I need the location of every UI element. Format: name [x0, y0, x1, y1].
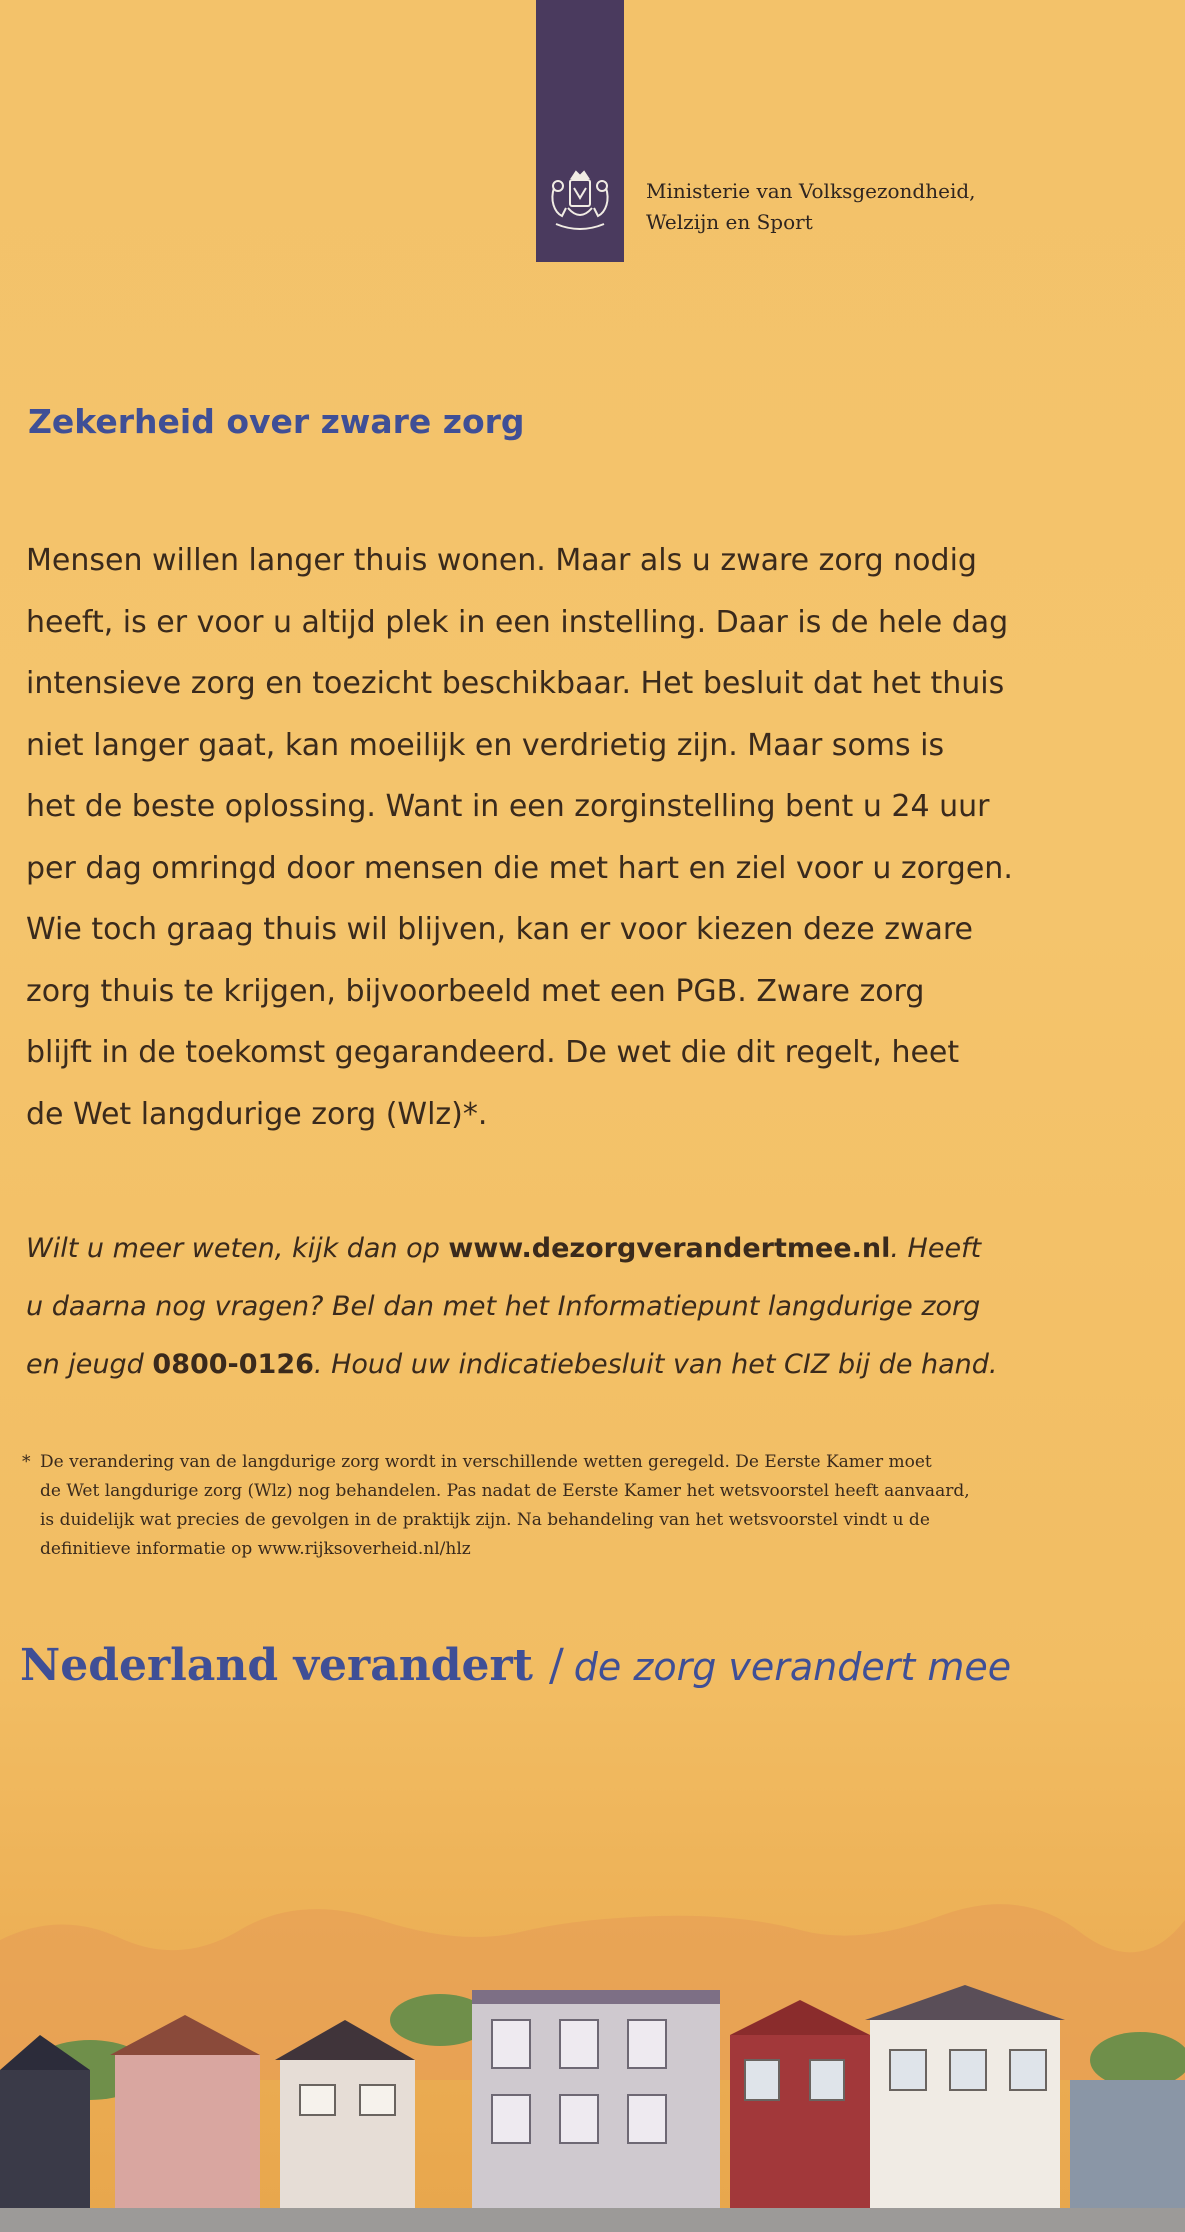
info-text: . Houd uw indicatiebesluit van het CIZ bij de hand.	[313, 1349, 998, 1380]
body-line: de Wet langdurige zorg (Wlz)*.	[26, 1096, 488, 1132]
footnote-line: is duidelijk wat precies de gevolgen in de praktijk zijn. Na behandeling van het wetsvoorstel vindt u de	[40, 1510, 930, 1530]
body-line: het de beste oplossing. Want in een zorginstelling bent u 24 uur	[26, 789, 990, 824]
ministry-line-2: Welzijn en Sport	[646, 210, 813, 234]
footnote	[22, 1448, 1122, 1564]
website-link[interactable]: www.dezorgverandertmee.nl	[448, 1233, 891, 1264]
body-line: Mensen willen langer thuis wonen. Maar als u zware zorg nodig	[26, 543, 977, 578]
row-of-houses-icon	[0, 1820, 1185, 2232]
info-text: Wilt u meer weten, kijk dan op	[26, 1233, 449, 1264]
slogan-sub: de zorg verandert mee	[573, 1645, 1012, 1689]
info-text: . Heeft	[890, 1233, 982, 1264]
phone-number[interactable]: 0800-0126	[152, 1349, 314, 1380]
body-line: Wie toch graag thuis wil blijven, kan er voor kiezen deze zware	[26, 912, 973, 947]
body-line: per dag omringd door mensen die met hart en ziel voor u zorgen.	[26, 850, 1013, 886]
footnote-line: definitieve informatie op www.rijksoverheid.nl/hlz	[40, 1539, 471, 1559]
campaign-slogan	[20, 1640, 1011, 1691]
body-line: heeft, is er voor u altijd plek in een instelling. Daar is de hele dag	[26, 604, 1009, 640]
slogan-separator: /	[548, 1640, 564, 1691]
article-heading: Zekerheid over zware zorg	[28, 402, 525, 441]
body-line: zorg thuis te krijgen, bijvoorbeeld met een PGB. Zware zorg	[26, 973, 925, 1009]
footnote-line: De verandering van de langdurige zorg wordt in verschillende wetten geregeld. De Eerste Kamer moet	[40, 1452, 932, 1472]
body-line: niet langer gaat, kan moeilijk en verdrietig zijn. Maar soms is	[26, 727, 945, 763]
body-line: blijft in de toekomst gegarandeerd. De wet die dit regelt, heet	[26, 1035, 960, 1070]
info-line-3	[26, 1336, 1166, 1394]
ministry-name	[646, 176, 976, 238]
coat-of-arms-icon	[546, 168, 614, 240]
footnote-line: de Wet langdurige zorg (Wlz) nog behandelen. Pas nadat de Eerste Kamer het wetsvoorstel heeft aanvaard,	[40, 1481, 970, 1501]
info-text: en jeugd	[26, 1349, 153, 1380]
info-line-1	[26, 1220, 1166, 1278]
slogan-main: Nederland verandert	[20, 1640, 533, 1691]
info-line-2: u daarna nog vragen? Bel dan met het Informatiepunt langdurige zorg	[26, 1291, 981, 1322]
article-body	[26, 530, 1156, 1145]
body-line: intensieve zorg en toezicht beschikbaar. Het besluit dat het thuis	[26, 666, 1005, 701]
footnote-marker: *	[22, 1452, 31, 1472]
info-paragraph	[26, 1220, 1166, 1394]
ministry-line-1: Ministerie van Volksgezondheid,	[646, 179, 976, 203]
